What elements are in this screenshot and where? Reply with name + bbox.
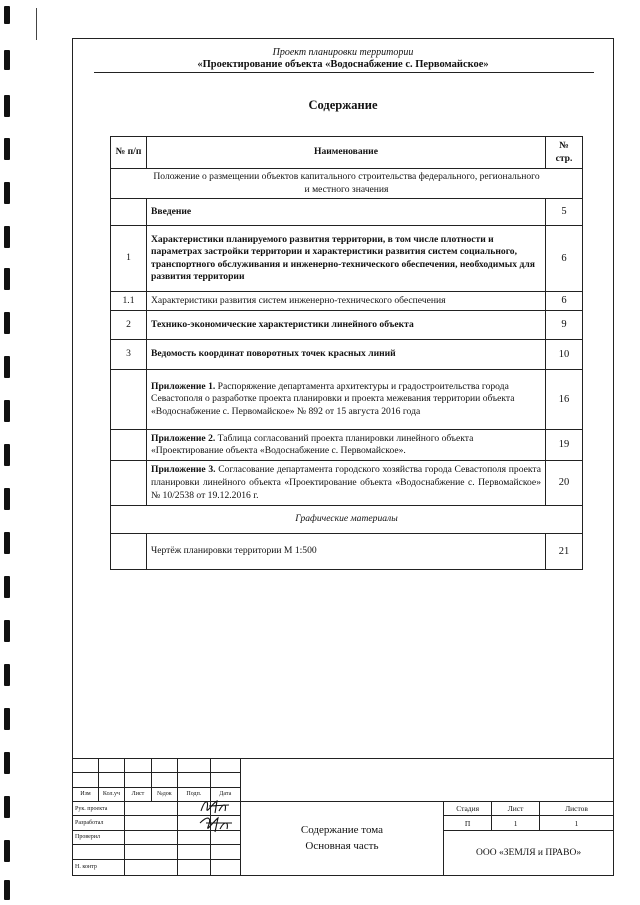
role-label: Разработал [73,816,125,830]
row-name [147,430,546,461]
row-name: Чертёж планировки территории М 1:500 [147,534,546,570]
binder-mark [4,620,10,642]
row-name: Ведомость координат поворотных точек красных линий [147,340,546,370]
sheet-label: Лист [492,802,540,816]
table-row [111,340,583,370]
stage-value: П [444,816,492,830]
appendix-text: Таблица согласований проекта планировки линейного объекта «Проектирование объекта «Водоснабжение с. Первомайское». [151,432,474,457]
signature-2 [196,813,236,835]
table-row [111,311,583,340]
row-page: 10 [546,340,583,370]
col-label: №док [151,787,177,801]
binder-mark [4,880,10,900]
row-num: 1.1 [111,292,147,311]
appendix-label: Приложение 2. [151,432,216,444]
sheets-label: Листов [540,802,614,816]
appendix-label: Приложение 1. [151,380,216,392]
doc-title [240,802,443,876]
scan-mark [36,8,37,40]
row-name: Характеристики планируемого развития территории, в том числе плотности и параметрах застройки территории и характеристики развития систем социального, транспортного обслуживания и инженерно-технического обеспечения, необходимых для развития территории [147,226,546,292]
row-num: 2 [111,311,147,340]
col-label: Подп. [177,787,210,801]
section-title: Положение о размещении объектов капитального строительства федерального, регионального и местного значения [111,169,583,199]
graphics-row [111,506,583,534]
doc-title-line: Содержание тома [300,823,383,836]
table-row [111,199,583,226]
title-block [72,758,614,876]
role-label: Н. контр [73,859,125,875]
object-line: «Проектирование объекта «Водоснабжение с. Первомайское» [197,59,489,70]
row-num: 3 [111,340,147,370]
section-row [111,169,583,199]
binder-mark [4,95,10,117]
table-header-row [111,137,583,169]
row-num [111,430,147,461]
binder-mark [4,488,10,510]
col-label: Изм [73,787,99,801]
binder-mark [4,444,10,466]
binder-mark [4,50,10,70]
binder-mark [4,182,10,204]
table-row [111,430,583,461]
table-row [111,292,583,311]
row-page: 6 [546,292,583,311]
col-num-header: № п/п [111,137,147,169]
col-page-header: № стр. [546,137,583,169]
header-rule [94,72,594,73]
role-label: Проверил [73,830,125,844]
table-row [111,226,583,292]
row-num: 1 [111,226,147,292]
row-page: 16 [546,370,583,430]
row-name: Введение [147,199,546,226]
col-label: Лист [124,787,151,801]
binder-mark [4,226,10,248]
row-page: 5 [546,199,583,226]
row-num [111,534,147,570]
sheet-value: 1 [492,816,540,830]
binder-mark [4,708,10,730]
row-num [111,461,147,506]
col-name-header: Наименование [147,137,546,169]
row-page: 19 [546,430,583,461]
row-name [147,370,546,430]
table-row [111,461,583,506]
binder-mark [4,796,10,818]
project-line: Проект планировки территории [272,47,414,58]
row-page: 9 [546,311,583,340]
row-name: Технико-экономические характеристики линейного объекта [147,311,546,340]
appendix-text: Согласование департамента городского хозяйства города Севастополя проекта планировки линейного объекта «Проектирование объекта «Водоснабжение с. Первомайское» № 10/2538 от 19.12.2016 г. [151,464,541,501]
binder-mark [4,312,10,334]
row-num [111,199,147,226]
binder-mark [4,664,10,686]
row-page: 20 [546,461,583,506]
binder-mark [4,400,10,422]
contents-table [110,136,583,570]
stamp-top-area [240,759,613,802]
binder-mark [4,268,10,290]
row-page: 21 [546,534,583,570]
col-label: Кол.уч [98,787,124,801]
stage-label: Стадия [444,802,492,816]
binder-mark [4,576,10,598]
graphics-title: Графические материалы [111,506,583,534]
binder-mark [4,752,10,774]
sheets-value: 1 [540,816,614,830]
binder-mark [4,356,10,378]
page-title: Содержание [308,98,378,112]
row-name [147,461,546,506]
table-row [111,370,583,430]
row-num [111,370,147,430]
organization: ООО «ЗЕМЛЯ и ПРАВО» [444,830,614,875]
appendix-label: Приложение 3. [151,464,216,476]
appendix-text: Распоряжение департамента архитектуры и градостроительства города Севастополя о разработке проекта планировки и проекта межевания территории объекта «Водоснабжение с. Первомайское» № 892 от 15 августа 2016 года [151,380,515,417]
binder-mark [4,532,10,554]
doc-title-line: Основная часть [305,839,379,852]
binder-mark [4,6,10,24]
role-label [73,845,125,859]
row-name: Характеристики развития систем инженерно-технического обеспечения [147,292,546,311]
row-page: 6 [546,226,583,292]
col-label: Дата [210,787,240,801]
role-label: Рук. проекта [73,802,125,816]
table-row [111,534,583,570]
binder-mark [4,840,10,862]
binder-mark [4,138,10,160]
